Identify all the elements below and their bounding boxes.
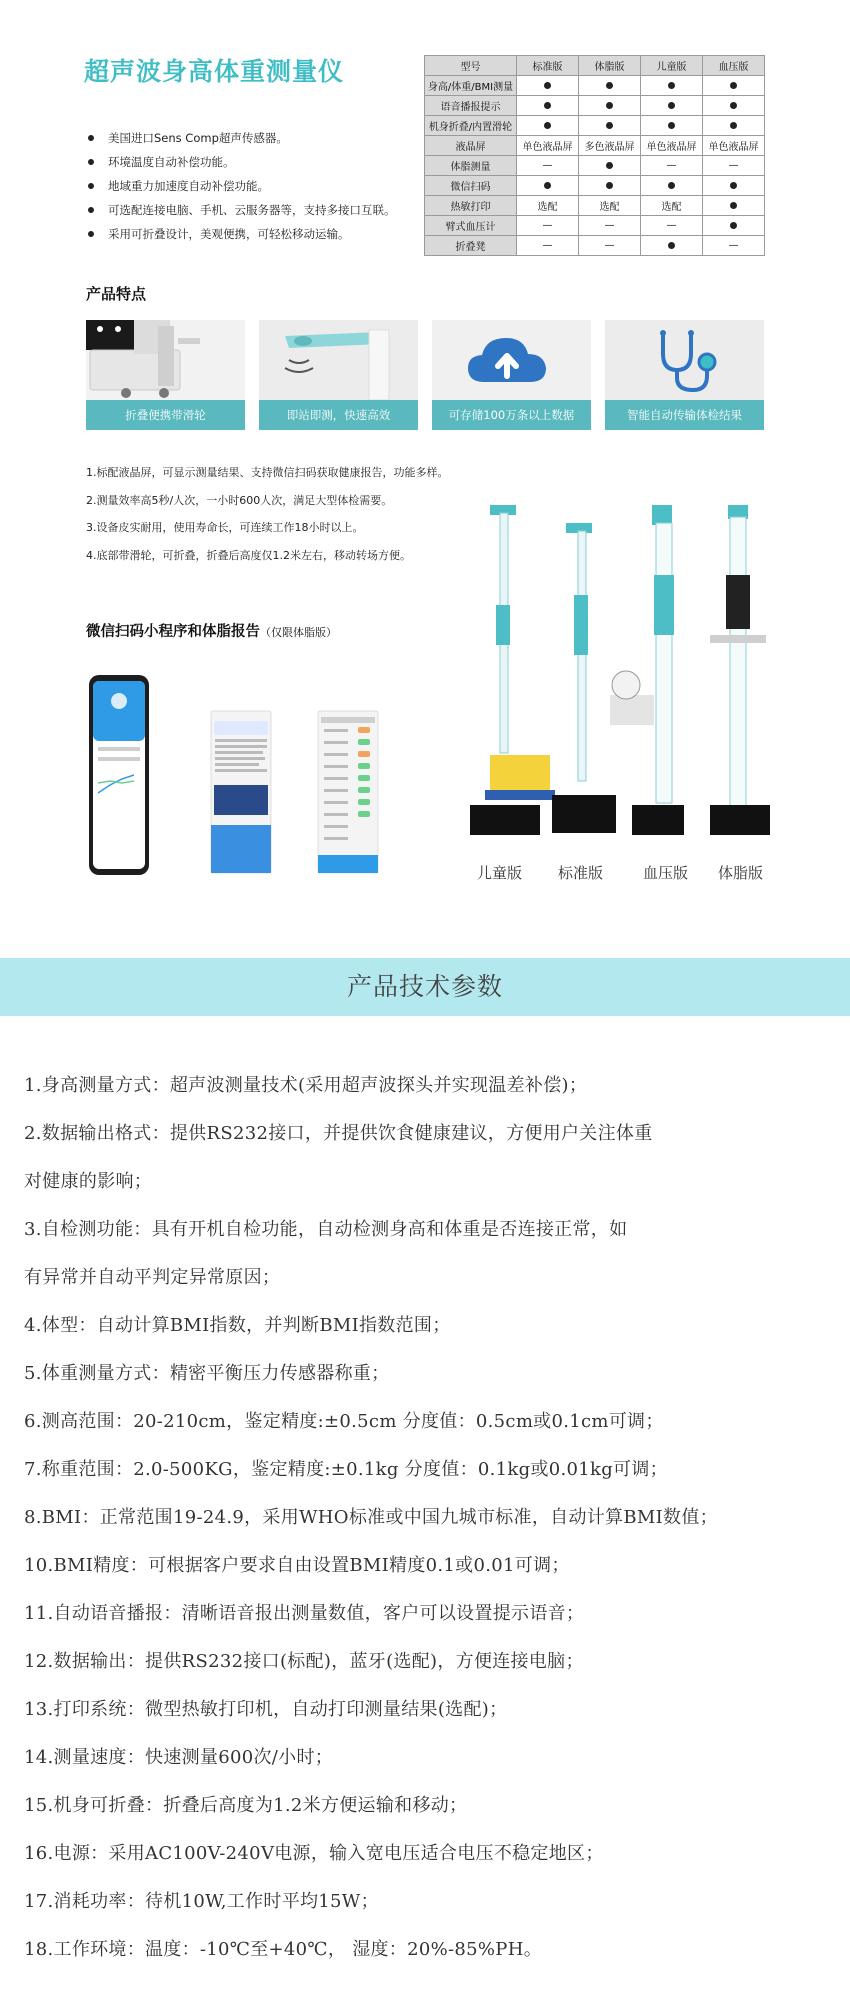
feature-list [86,126,416,246]
feature-card [432,320,591,430]
table-cell: 单色液晶屏 [641,136,703,156]
row-header: 微信扫码 [425,176,517,196]
table-cell [703,116,765,136]
table-row [425,236,765,256]
table-row [425,76,765,96]
spec-line: 8.BMI：正常范围19-24.9，采用WHO标准或中国九城市标准，自动计算BMI数值； [24,1507,718,1528]
table-cell: — [641,216,703,236]
included-dot-icon [668,102,675,109]
included-dot-icon [606,162,613,169]
spec-line: 7.称重范围：2.0-500KG，鉴定精度:±0.1kg 分度值：0.1kg或0.01kg可调； [24,1459,668,1480]
spec-line: 6.测高范围：20-210cm，鉴定精度:±0.5cm 分度值：0.5cm或0.1cm可调； [24,1411,664,1432]
table-cell [579,156,641,176]
table-cell: 单色液晶屏 [703,136,765,156]
row-header: 机身折叠/内置滑轮 [425,116,517,136]
spec-line: 1.身高测量方式：超声波测量技术(采用超声波探头并实现温差补偿)； [24,1075,588,1096]
card-caption: 即站即测，快速高效 [259,400,418,430]
included-dot-icon [606,82,613,89]
included-dot-icon [668,242,675,249]
table-cell [579,116,641,136]
stethoscope-icon [605,320,764,400]
table-cell [579,96,641,116]
spec-line: 有异常并自动平判定异常原因； [24,1267,281,1288]
wechat-title-text: 微信扫码小程序和体脂报告 [86,624,260,640]
feature-item: 环境温度自动补偿功能。 [86,150,416,174]
column-header: 型号 [425,56,517,76]
table-cell [641,96,703,116]
included-dot-icon [544,102,551,109]
table-cell: 多色液晶屏 [579,136,641,156]
table-row [425,136,765,156]
phone-screenshots-image [86,675,406,880]
scale-base-icon [86,320,245,400]
spec-line: 18.工作环境：温度：-10℃至+40℃， 湿度：20%-85%PH。 [24,1939,542,1960]
table-cell: — [641,156,703,176]
column-header: 体脂版 [579,56,641,76]
version-label: 儿童版 [477,864,523,882]
column-header: 血压版 [703,56,765,76]
cloud-upload-icon [432,320,591,400]
table-cell: — [517,236,579,256]
table-row [425,116,765,136]
included-dot-icon [606,182,613,189]
included-dot-icon [730,102,737,109]
included-dot-icon [730,222,737,229]
table-cell [641,176,703,196]
spec-line: 13.打印系统：微型热敏打印机，自动打印测量结果(选配)； [24,1699,508,1720]
card-caption: 智能自动传输体检结果 [605,400,764,430]
card-caption: 折叠便携带滑轮 [86,400,245,430]
table-row [425,96,765,116]
row-header: 臂式血压计 [425,216,517,236]
table-cell [703,76,765,96]
table-cell [517,116,579,136]
version-label: 标准版 [558,864,604,882]
feature-cards [86,320,764,430]
spec-line: 11.自动语音播报：清晰语音报出测量数值，客户可以设置提示语音； [24,1603,585,1624]
included-dot-icon [544,182,551,189]
row-header: 热敏打印 [425,196,517,216]
row-header: 身高/体重/BMI测量 [425,76,517,96]
specs-list [24,1062,844,1974]
spec-line: 14.测量速度：快速测量600次/小时； [24,1747,334,1768]
feature-card [259,320,418,430]
table-cell [641,236,703,256]
feature-notes [86,463,449,573]
spec-line: 4.体型：自动计算BMI指数，并判断BMI指数范围； [24,1315,451,1336]
table-cell: 选配 [517,196,579,216]
included-dot-icon [730,202,737,209]
spec-line: 10.BMI精度：可根据客户要求自由设置BMI精度0.1或0.01可调； [24,1555,570,1576]
included-dot-icon [668,82,675,89]
spec-line: 12.数据输出：提供RS232接口(标配)，蓝牙(选配)，方便连接电脑； [24,1651,584,1672]
table-cell [579,76,641,96]
spec-line: 2.数据输出格式：提供RS232接口，并提供饮食健康建议，方便用户关注体重 [24,1123,653,1144]
included-dot-icon [730,122,737,129]
table-header-row [425,56,765,76]
included-dot-icon [606,122,613,129]
table-cell: — [703,236,765,256]
card-caption: 可存储100万条以上数据 [432,400,591,430]
row-header: 折叠凳 [425,236,517,256]
table-row [425,176,765,196]
spec-line: 5.体重测量方式：精密平衡压力传感器称重； [24,1363,390,1384]
spec-line: 3.自检测功能：具有开机自检功能，自动检测身高和体重是否连接正常，如 [24,1219,628,1240]
page-title: 超声波身高体重测量仪 [84,57,345,86]
table-cell: 单色液晶屏 [517,136,579,156]
included-dot-icon [544,82,551,89]
table-cell [517,76,579,96]
row-header: 语音播报提示 [425,96,517,116]
specs-banner-title: 产品技术参数 [346,972,503,1001]
included-dot-icon [668,122,675,129]
spec-line: 16.电源：采用AC100V-240V电源，输入宽电压适合电压不稳定地区； [24,1843,604,1864]
wechat-subtitle: （仅限体脂版） [260,626,337,639]
table-cell: — [517,156,579,176]
table-cell [517,176,579,196]
feature-item: 美国进口Sens Comp超声传感器。 [86,126,416,150]
spec-line: 17.消耗功率：待机10W,工作时平均15W； [24,1891,379,1912]
table-cell: — [579,216,641,236]
table-cell [641,116,703,136]
table-cell: — [579,236,641,256]
note-item: 3.设备皮实耐用，使用寿命长，可连续工作18小时以上。 [86,521,364,534]
table-cell: 选配 [579,196,641,216]
included-dot-icon [668,182,675,189]
table-cell: 选配 [641,196,703,216]
specs-banner [0,958,850,1016]
ultrasonic-sensor-icon [259,320,418,400]
product-versions-image [460,505,780,855]
feature-card [86,320,245,430]
table-cell [641,76,703,96]
note-item: 4.底部带滑轮，可折叠，折叠后高度仅1.2米左右，移动转场方便。 [86,548,411,562]
table-cell [703,196,765,216]
feature-item: 地域重力加速度自动补偿功能。 [86,174,416,198]
table-cell [703,96,765,116]
feature-card [605,320,764,430]
table-cell: — [703,156,765,176]
version-label: 体脂版 [718,864,764,882]
table-row [425,156,765,176]
column-header: 儿童版 [641,56,703,76]
feature-item: 可选配连接电脑、手机、云服务器等，支持多接口互联。 [86,198,416,222]
table-row [425,216,765,236]
row-header: 体脂测量 [425,156,517,176]
spec-line: 15.机身可折叠：折叠后高度为1.2米方便运输和移动； [24,1795,468,1816]
included-dot-icon [730,182,737,189]
table-cell: — [517,216,579,236]
table-cell [703,216,765,236]
feature-item: 采用可折叠设计，美观便携，可轻松移动运输。 [86,222,416,246]
model-comparison-table [424,55,765,256]
wechat-section-title [86,620,337,641]
included-dot-icon [606,102,613,109]
note-item: 2.测量效率高5秒/人次，一小时600人次，满足大型体检需要。 [86,493,393,507]
column-header: 标准版 [517,56,579,76]
table-cell [517,96,579,116]
characteristics-title: 产品特点 [86,285,147,303]
version-label: 血压版 [643,864,689,882]
included-dot-icon [544,122,551,129]
note-item: 1.标配液晶屏，可显示测量结果、支持微信扫码获取健康报告，功能多样。 [86,466,449,479]
row-header: 液晶屏 [425,136,517,156]
included-dot-icon [730,82,737,89]
spec-line: 对健康的影响； [24,1171,153,1192]
table-cell [579,176,641,196]
table-row [425,196,765,216]
table-cell [703,176,765,196]
